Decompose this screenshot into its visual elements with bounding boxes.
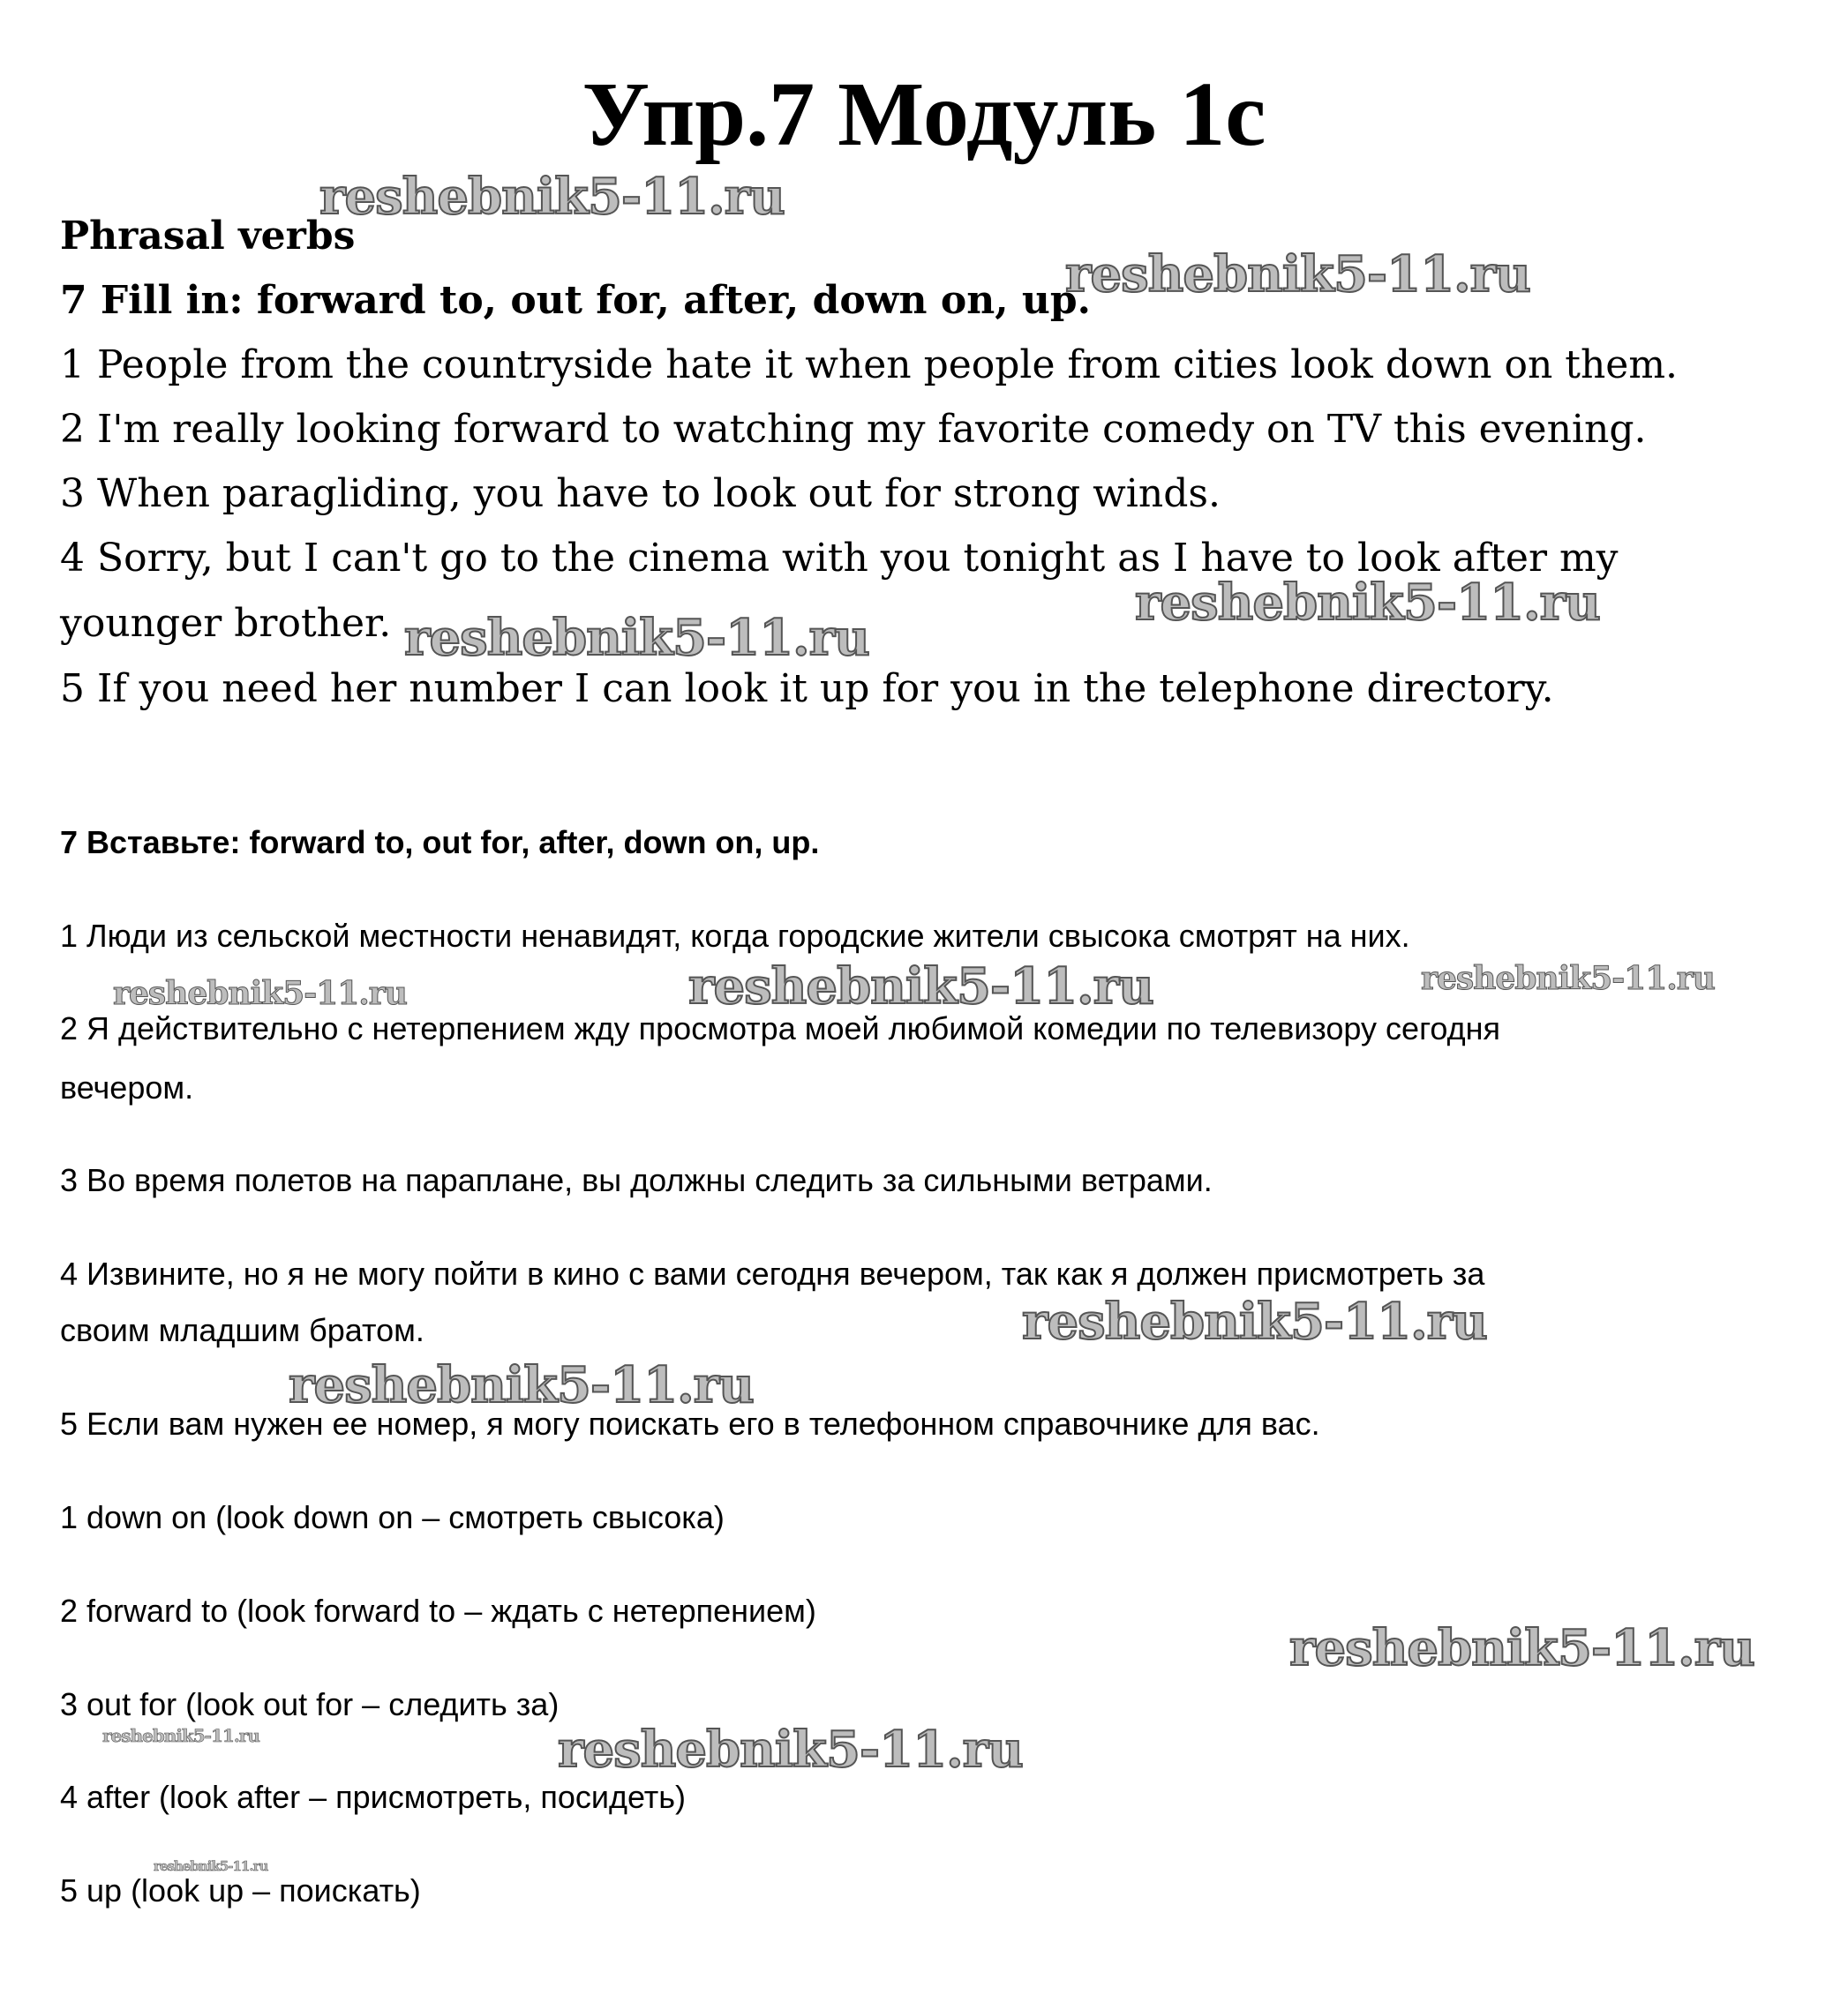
translation-line: 5 Если вам нужен ее номер, я могу поискать его в телефонном справочнике для вас.	[60, 1406, 1320, 1442]
section-heading: Phrasal verbs	[60, 214, 356, 259]
page-title: Упр.7 Модуль 1с	[582, 64, 1266, 165]
translation-line: 4 Извините, но я не могу пойти в кино с вами сегодня вечером, так как я должен присмотреть за	[60, 1256, 1485, 1292]
watermark: reshebnik5-11.ru	[1289, 1619, 1754, 1677]
translation-line: вечером.	[60, 1069, 194, 1106]
answer-line: 5 up (look up – поискать)	[60, 1872, 421, 1909]
translation-line: своим младшим братом.	[60, 1312, 424, 1348]
answer-line: 3 out for (look out for – следить за)	[60, 1686, 560, 1722]
answer-line: 4 after (look after – присмотреть, посидеть)	[60, 1779, 687, 1815]
translation-line: 2 Я действительно с нетерпением жду просмотра моей любимой комедии по телевизору сегодня	[60, 1010, 1501, 1046]
exercise-line: 2 I'm really looking forward to watching my favorite comedy on TV this evening.	[60, 407, 1647, 452]
translation-line: 1 Люди из сельской местности ненавидят, когда городские жители свысока смотрят на них.	[60, 918, 1410, 954]
exercise-line: 4 Sorry, but I can't go to the cinema with you tonight as I have to look after my	[60, 536, 1619, 581]
watermark: reshebnik5-11.ru	[1135, 574, 1600, 632]
watermark: reshebnik5-11.ru	[688, 957, 1153, 1016]
watermark: reshebnik5-11.ru	[1022, 1293, 1487, 1351]
answer-line: 1 down on (look down on – смотреть свысока)	[60, 1499, 725, 1535]
watermark: reshebnik5-11.ru	[319, 168, 785, 226]
answer-line: 2 forward to (look forward to – ждать с нетерпением)	[60, 1593, 816, 1629]
watermark: reshebnik5-11.ru	[1065, 245, 1530, 304]
translation-line: 3 Во время полетов на параплане, вы должны следить за сильными ветрами.	[60, 1162, 1213, 1198]
watermark: reshebnik5-11.ru	[102, 1725, 259, 1746]
exercise-line: 5 If you need her number I can look it up for you in the telephone directory.	[60, 666, 1554, 711]
exercise-line: younger brother.	[60, 601, 392, 646]
watermark: reshebnik5-11.ru	[154, 1858, 268, 1874]
watermark: reshebnik5-11.ru	[1421, 960, 1715, 997]
exercise-line: 1 People from the countryside hate it when people from cities look down on them.	[60, 342, 1679, 387]
watermark: reshebnik5-11.ru	[404, 609, 869, 667]
exercise-line: 3 When paragliding, you have to look out for strong winds.	[60, 471, 1221, 516]
watermark: reshebnik5-11.ru	[558, 1721, 1023, 1779]
task-heading: 7 Fill in: forward to, out for, after, down on, up.	[60, 278, 1091, 323]
watermark: reshebnik5-11.ru	[289, 1356, 754, 1414]
translation-heading: 7 Вставьте: forward to, out for, after, down on, up.	[60, 824, 820, 860]
watermark: reshebnik5-11.ru	[113, 975, 407, 1012]
